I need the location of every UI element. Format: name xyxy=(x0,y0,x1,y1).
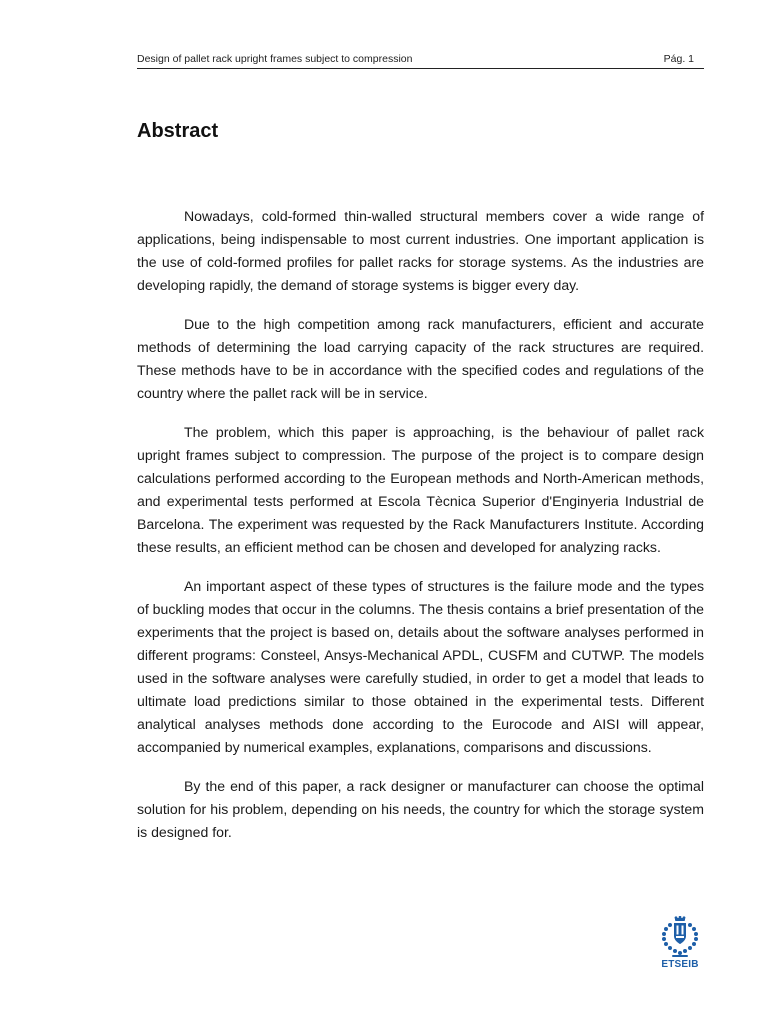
header-title: Design of pallet rack upright frames subject to compression xyxy=(137,53,413,65)
paragraph-5: By the end of this paper, a rack designer or manufacturer can choose the optimal solution for his problem, depending on his needs, the country for which the storage system is designed for. xyxy=(137,778,704,840)
etseib-logo xyxy=(654,916,706,974)
paragraph-1: Nowadays, cold-formed thin-walled structural members cover a wide range of applications, being indispensable to most current industries. One important application is the use of cold-formed profiles for pallet racks for storage systems. As the industries are developing rapidly, the demand of storage systems is bigger every day. xyxy=(137,208,704,293)
abstract-body xyxy=(137,205,704,860)
section-title: Abstract xyxy=(137,120,219,142)
paragraph-3: The problem, which this paper is approaching, is the behaviour of pallet rack upright frames subject to compression. The purpose of the project is to compare design calculations performed according to the European methods and North-American methods, and experimental tests performed at Escola Tècnica Superior d'Enginyeria Industrial de Barcelona. The experiment was requested by the Rack Manufacturers Institute. According these results, an efficient method can be chosen and developed for analyzing racks. xyxy=(137,424,704,555)
logo-text: ETSEIB xyxy=(661,959,699,970)
paragraph-4: An important aspect of these types of structures is the failure mode and the types of buckling modes that occur in the columns. The thesis contains a brief presentation of the experiments that the project is based on, details about the software analyses performed in different programs: Consteel, Ansys-Mechanical APDL, CUSFM and CUTWP. The models used in the software analyses were carefully studied, in order to get a model that leads to ultimate load predictions similar to those obtained in the experimental tests. Different analytical analyses methods done according to the Eurocode and AISI will appear, accompanied by numerical examples, explanations, comparisons and discussions. xyxy=(137,578,704,755)
paragraph-2: Due to the high competition among rack manufacturers, efficient and accurate methods of determining the load carrying capacity of the rack structures are required. These methods have to be in accordance with the specified codes and regulations of the country where the pallet rack will be in service. xyxy=(137,316,704,401)
etseib-crest-icon xyxy=(654,916,706,960)
page-header xyxy=(137,51,704,69)
page-number: Pág. 1 xyxy=(663,53,694,65)
